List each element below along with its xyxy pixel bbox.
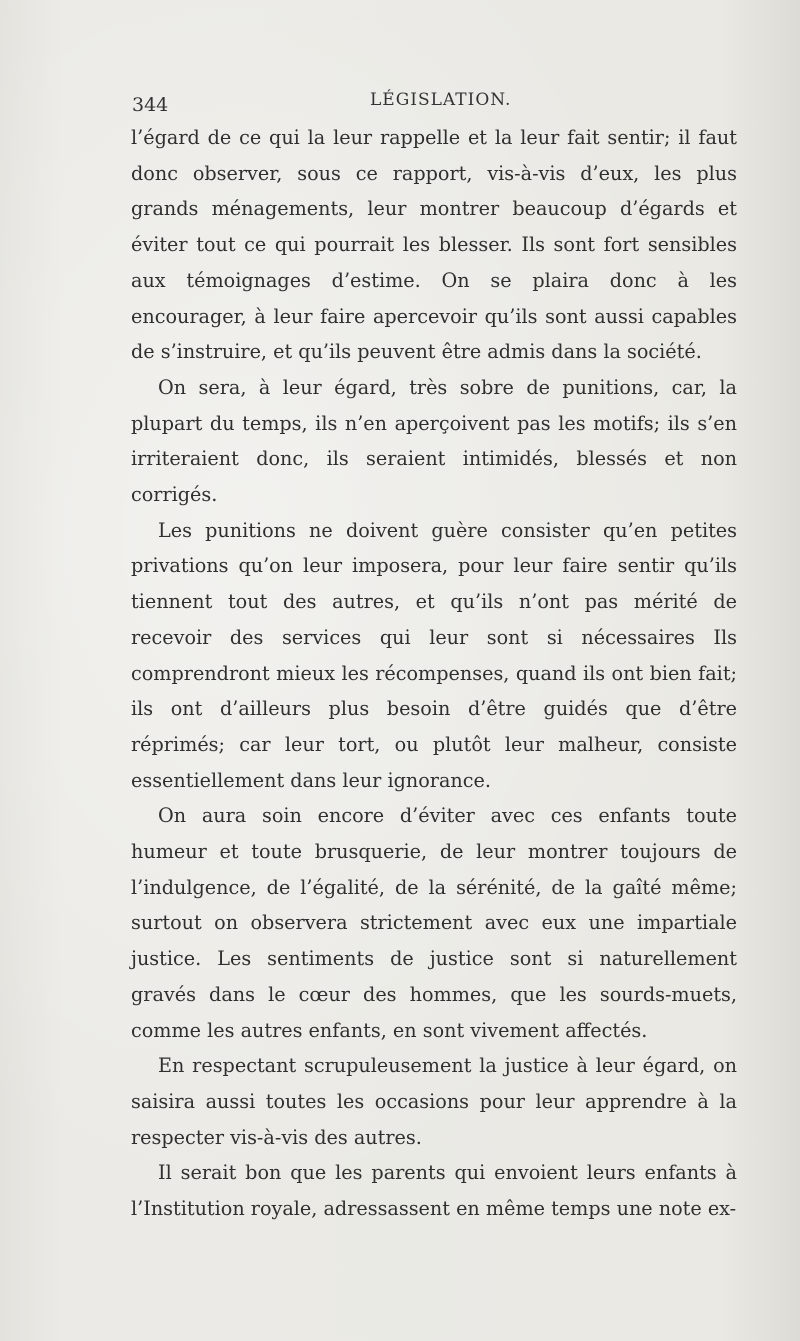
paragraph: Il serait bon que les parents qui envoient leurs enfants à l’Institution royale, adressassent en même temps une note ex-	[131, 1161, 737, 1221]
page-header	[132, 86, 738, 116]
page-number: 344	[132, 94, 169, 116]
paragraph: On sera, à leur égard, très sobre de punitions, car, la plupart du temps, ils n’en aperçoivent pas les motifs; ils s’en irriteraient donc, ils seraient intimidés, blessés et non corrigés.	[131, 375, 737, 507]
paragraph: On aura soin encore d’éviter avec ces enfants toute humeur et toute brusquerie, de leur montrer toujours de l’indulgence, de l’égalité, de la sérénité, de la gaîté même; surtout on observera strictement avec eux une impartiale justice. Les sentiments de justice sont si naturellement gravés dans le cœur des hommes, que les sourds-muets, comme les autres enfants, en sont vivement affectés.	[131, 804, 737, 1042]
paragraph: En respectant scrupuleusement la justice à leur égard, on saisira aussi toutes les occasions pour leur apprendre à la respecter vis-à-vis des autres.	[131, 1054, 737, 1149]
paragraph-continued: l’égard de ce qui la leur rappelle et la leur fait sentir; il faut donc observer, sous ce rapport, vis-à-vis d’eux, les plus grands ménagements, leur montrer beaucoup d’égards et éviter tout ce qui pourrait les blesser. Ils sont fort sensibles aux témoignages d’estime. On se plaira donc à les encourager, à leur faire apercevoir qu’ils sont aussi capables de s’instruire, et qu’ils peuvent être admis dans la société.	[131, 126, 737, 364]
paragraph: Les punitions ne doivent guère consister qu’en petites privations qu’on leur imposera, pour leur faire sentir qu’ils tiennent tout des autres, et qu’ils n’ont pas mérité de recevoir des services qui leur sont si nécessaires Ils comprendront mieux les récompenses, quand ils ont bien fait; ils ont d’ailleurs plus besoin d’être guidés que d’être réprimés; car leur tort, ou plutôt leur malheur, consiste essentiellement dans leur ignorance.	[131, 518, 737, 792]
body-text	[131, 120, 737, 1227]
running-head: LÉGISLATION.	[370, 90, 512, 110]
